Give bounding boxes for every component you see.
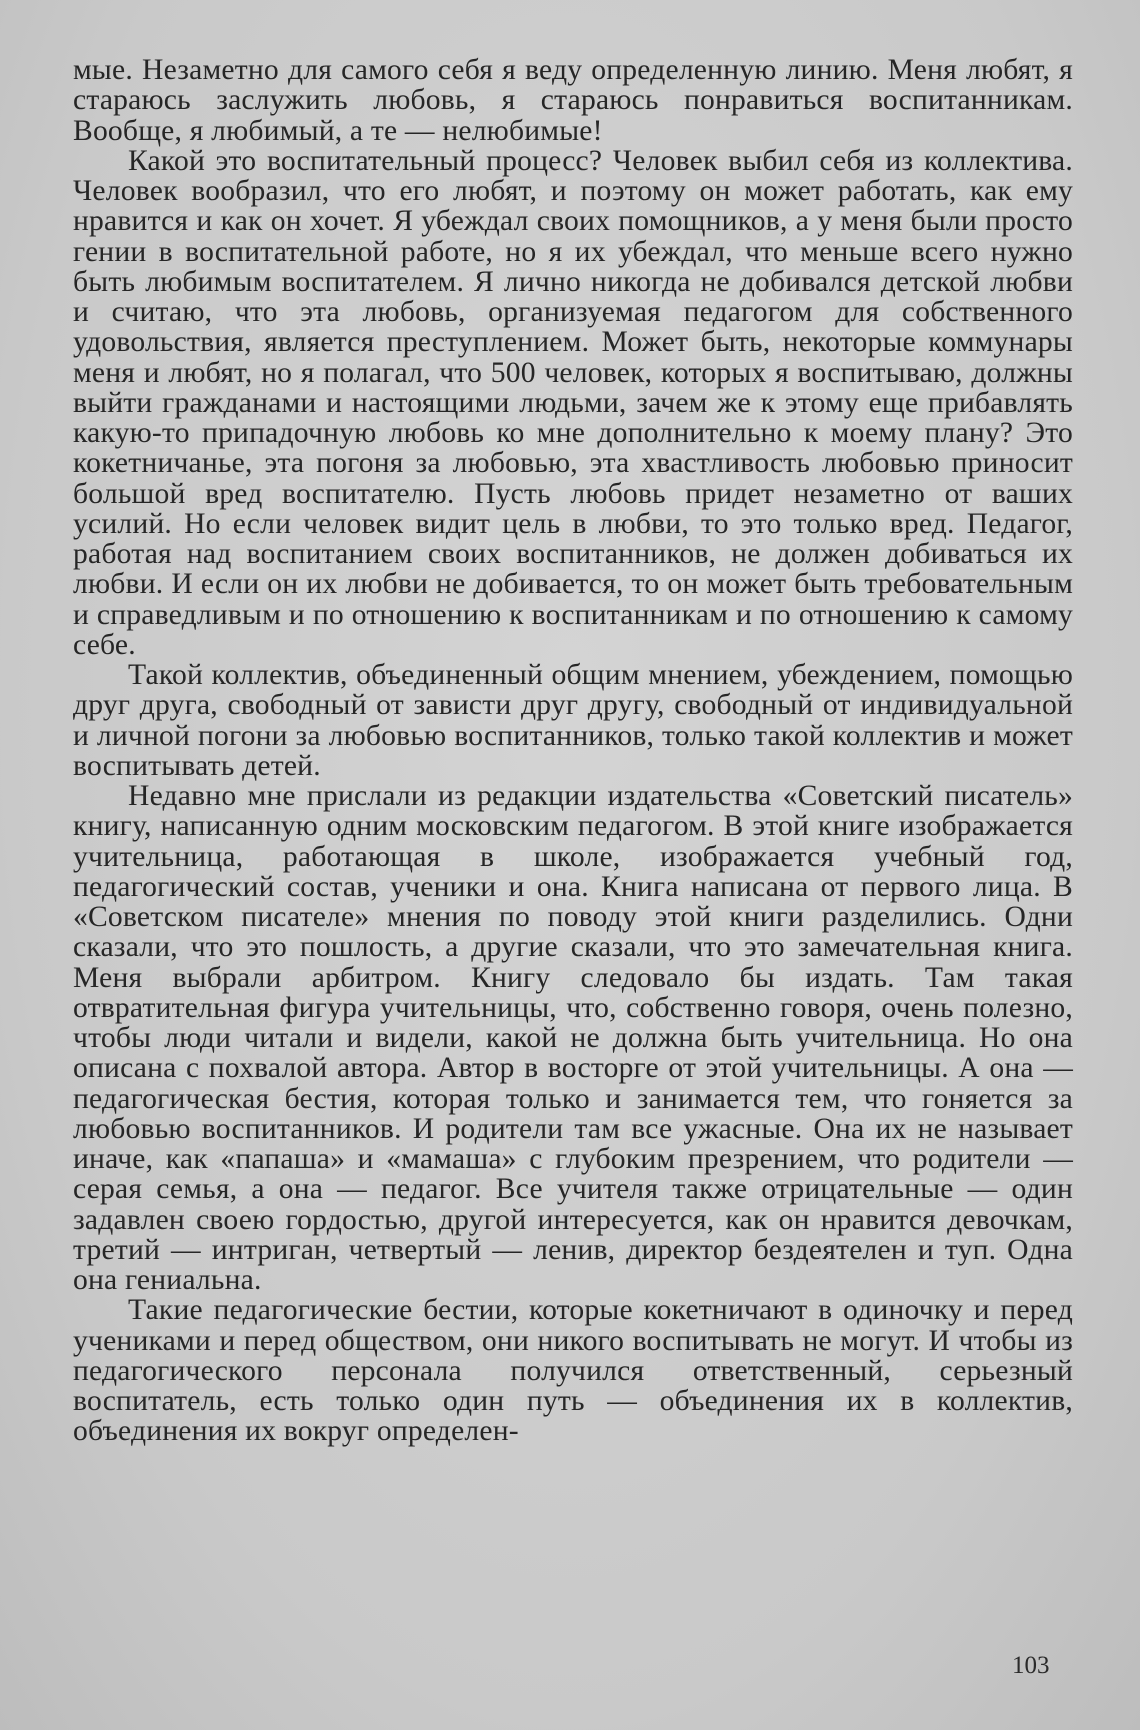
page-body-text (73, 55, 1073, 1447)
paragraph-2: Какой это воспитательный процесс? Человек выбил себя из коллектива. Человек вообразил, что его любят, и поэтому он может работать, как ему нравится и как он хочет. Я убеждал своих помощников, а у меня были просто гении в воспитательной работе, но я их убеждал, что меньше всего нужно быть любимым воспитателем. Я лично никогда не добивался детской любви и считаю, что эта любовь, организуемая педагогом для собственного удовольствия, является преступлением. Может быть, некоторые коммунары меня и любят, но я полагал, что 500 человек, которых я воспитываю, должны выйти гражданами и настоящими людьми, зачем же к этому еще прибавлять какую-то припадочную любовь ко мне дополнительно к моему плану? Это кокетничанье, эта погоня за любовью, эта хвастливость любовью приносит большой вред воспитателю. Пусть любовь придет незаметно от ваших усилий. Но если человек видит цель в любви, то это только вред. Педагог, работая над воспитанием своих воспитанников, не должен добиваться их любви. И если он их любви не добивается, то он может быть требовательным и справедливым и по отношению к воспитанникам и по отношению к самому себе. (73, 144, 1073, 661)
page-number: 103 (1012, 1652, 1050, 1679)
paragraph-1: мые. Незаметно для самого себя я веду определенную линию. Меня любят, я стараюсь заслужить любовь, я стараюсь понравиться воспитанникам. Вообще, я любимый, а те — нелюбимые! (73, 54, 1073, 147)
paragraph-4: Недавно мне прислали из редакции издательства «Советский писатель» книгу, написанную одним московским педагогом. В этой книге изображается учительница, работающая в школе, изображается учебный год, педагогический состав, ученики и она. Книга написана от первого лица. В «Советском писателе» мнения по поводу этой книги разделились. Одни сказали, что это пошлость, а другие сказали, что это замечательная книга. Меня выбрали арбитром. Книгу следовало бы издать. Там такая отвратительная фигура учительницы, что, собственно говоря, очень полезно, чтобы люди читали и видели, какой не должна быть учительница. Но она описана с похвалой автора. Автор в восторге от этой учительницы. А она — педагогическая бестия, которая только и занимается тем, что гоняется за любовью воспитанников. И родители там все ужасные. Она их не называет иначе, как «папаша» и «мамаша» с глубоким презрением, что родители — серая семья, а она — педагог. Все учителя также отрицательные — один задавлен своею гордостью, другой интересуется, как он нравится девочкам, третий — интриган, четвертый — ленив, директор бездеятелен и туп. Одна она гениальна. (73, 780, 1073, 1296)
paragraph-3: Такой коллектив, объединенный общим мнением, убеждением, помощью друг друга, свободный от зависти друг другу, свободный от индивидуальной и личной погони за любовью воспитанников, только такой коллектив и может воспитывать детей. (73, 659, 1073, 782)
paragraph-5: Такие педагогические бестии, которые кокетничают в одиночку и перед учениками и перед обществом, они никого воспитывать не могут. И чтобы из педагогического персонала получился ответственный, серьезный воспитатель, есть только один путь — объединения их в коллектив, объединения их вокруг определен- (73, 1294, 1073, 1448)
